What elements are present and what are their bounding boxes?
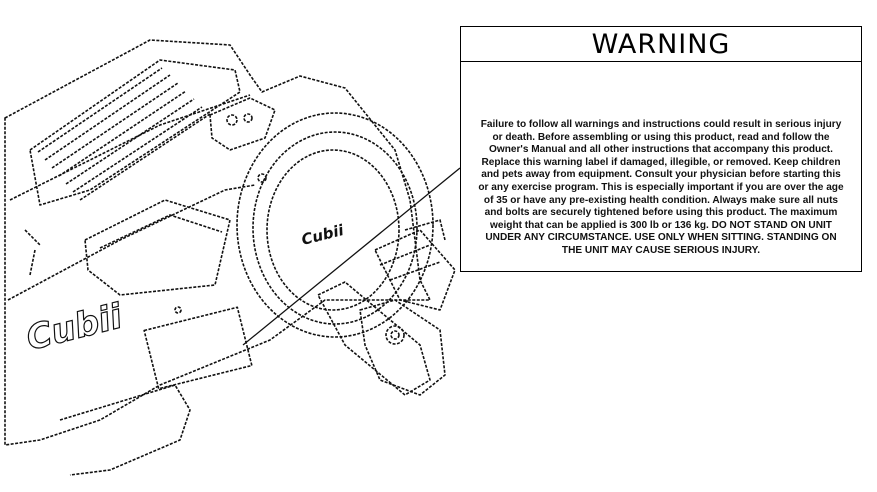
warning-body-text: Failure to follow all warnings and instructions could result in serious injury or death. Before assembling or using this product, read and follow the Owner's Manual and all other instructions that accompany this product. Replace this warning label if damaged, illegible, or removed. Keep children and pets away from equipment. Consult your physician before starting this or any exercise program. This is especially important if you are over the age of 35 or have any pre-existing health condition. Always make sure all nuts and bolts are securely tightened before using this product. The maximum weight that can be applied is 300 lb or 136 kg. DO NOT STAND ON UNIT UNDER ANY CIRCUMSTANCE. USE ONLY WHEN SITTING. STANDING ON THE UNIT MAY CAUSE SERIOUS INJURY. bbox=[478, 119, 844, 256]
crank-arm bbox=[318, 282, 430, 395]
unit-mid-edge bbox=[8, 185, 255, 300]
brand-logo: Cubii bbox=[22, 296, 127, 359]
pedal-top bbox=[30, 60, 240, 205]
pedal-ridges bbox=[38, 68, 210, 200]
warning-label bbox=[460, 26, 862, 272]
label-area bbox=[144, 307, 252, 388]
unit-foot bbox=[60, 385, 190, 475]
callout-line bbox=[243, 168, 460, 345]
flywheel-logo: Cubii bbox=[299, 221, 346, 249]
crank-hub bbox=[360, 300, 445, 395]
warning-title: WARNING bbox=[461, 27, 861, 62]
unit-body-outline bbox=[5, 40, 430, 445]
pedal-front bbox=[85, 200, 230, 295]
